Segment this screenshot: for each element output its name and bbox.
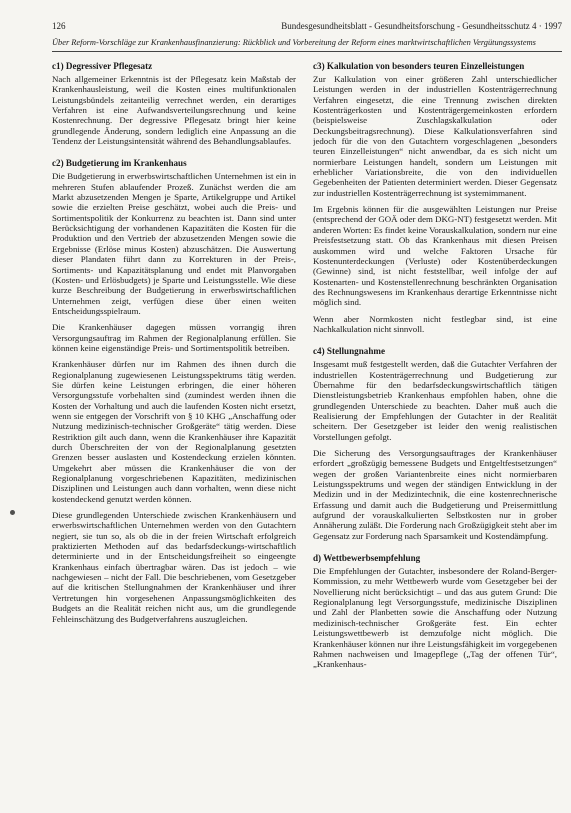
journal-title: Bundesgesundheitsblatt - Gesundheitsforschung - Gesundheitsschutz 4 · 1997	[281, 21, 562, 31]
body-paragraph: Krankenhäuser dürfen nur im Rahmen des ihnen durch die Regionalplanung zugewiesenen Leistungsspektrums tätig werden. Sie dürfen keine Leistungen erbringen, die einer höheren Versorgungsstufe vorbehalten sind (zumindest werden ihnen die Kosten der Vorhaltung und auch die laufenden Kosten nicht ersetzt, wenn sie entgegen der Vorschrift von § 10 KHG „Anschaffung oder Nutzung medizinisch-technischer Großgeräte“ tätig werden. Diese Restriktion gilt auch dann, wenn die Krankenhäuser ihre Kapazität durch Überschreiten der von der Regionalplanung gesetzten Grenzen besser auslasten und Kostendeckung erzielen könnten. Umgekehrt aber müssen die Krankenhäuser die von der Regionalplanung vorgeschriebenen Kapazitäten, medizinischen Disziplinen und Leistungen auch dann vorhalten, wenn diese nicht kostendeckend genutzt werden können.	[52, 359, 296, 504]
body-paragraph: Die Sicherung des Versorgungsauftrages der Krankenhäuser erfordert „großzügig bemessene Budgets und Entgeltfestsetzungen“ wegen der großen Variantenbreite eines nicht normierbaren Leistungsspektrums und wegen der ständigen Entwicklung in der Medizin und in der Medizintechnik, die eine kostenrechnerische Erfassung und damit auch die Budgetierung und Preisermittlung aufgrund der vorauskalkulierten Selbstkosten nur in grober Annäherung zuläßt. Die Forderung nach Großzügigkeit steht aber im Gegensatz zur Forderung nach Sparsamkeit und Kostendämpfung.	[313, 448, 557, 541]
body-paragraph: Insgesamt muß festgestellt werden, daß die Gutachter Verfahren der industriellen Kostenträgerrechnung und Budgetierung zur Übernahme für den bedarfsdeckungswirtschaftlich tätigen Dienstleistungsbetrieb Krankenhaus empfohlen haben, ohne die grundlegenden Unterschiede zu beachten. Daher muß auch die Realisierung der Empfehlungen der Gutachter in der Realität scheitern. Der Gesetzgeber ist leider den wenig realistischen Vorstellungen gefolgt.	[313, 359, 557, 442]
body-paragraph: Wenn aber Normkosten nicht festlegbar sind, ist eine Nachkalkulation nicht sinnvoll.	[313, 313, 557, 334]
article-subtitle: Über Reform-Vorschläge zur Krankenhausfinanzierung: Rückblick und Vorbereitung der Reform eines marktwirtschaftlichen Vergütungssystems	[52, 38, 536, 47]
section-heading: d) Wettbewerbsempfehlung	[313, 553, 421, 564]
header-rule	[52, 51, 562, 52]
section-heading: c1) Degressiver Pflegesatz	[52, 61, 153, 71]
page-number: 126	[52, 21, 66, 31]
body-paragraph: Im Ergebnis können für die ausgewählten Leistungen nur Preise (entsprechend der GOÄ oder dem DKG-NT) festgesetzt werden. Mit anderen Worten: Es findet keine Vorauskalkulation, sondern nur eine Preisfestsetzung statt. Ob das Krankenhaus mit diesen Preisen auskommen wird und welche Faktoren Ursache für Kostenunterdeckungen (Verluste) oder Kostenüberdeckungen (Gewinne) sind, ist nicht feststellbar, weil infolge der auf Kostenarten- und Kostenstellenrechnung beschränkten Organisation des Rechnungswesens im Krankenhaus derartige Erkenntnisse nicht möglich sind.	[313, 204, 557, 308]
body-paragraph: Die Krankenhäuser dagegen müssen vorrangig ihren Versorgungsauftrag im Rahmen der Regionalplanung erfüllen. Sie können keine eigenständige Preis- und Sortimentspolitik betreiben.	[52, 322, 296, 353]
right-column	[313, 61, 557, 809]
section-heading: c2) Budgetierung im Krankenhaus	[52, 158, 187, 169]
body-paragraph: Die Empfehlungen der Gutachter, insbesondere der Roland-Berger-Kommission, zu mehr Wettbewerb wurde vom Gesetzgeber bei der Novellierung nicht berücksichtigt – und das aus gutem Grund: Die Regionalplanung legt Versorgungsstufe, medizinische Disziplinen und Zahl der Planbetten sowie die Anschaffung oder Nutzung medizinisch-technischer Großgeräte fest. Ein echter Leistungswettbewerb ist demzufolge nicht möglich. Die Krankenhäuser können nur ihre Leistungsfähigkeit im vorgegebenen Rahmen nachweisen und Imagepflege („Tag der offenen Tür“, „Krankenhaus-	[313, 566, 557, 670]
body-paragraph: Zur Kalkulation von einer größeren Zahl unterschiedlicher Leistungen werden in der industriellen Kostenträgerrechnung Verfahren eingesetzt, die eine Trennung zwischen direkten Kostenträgerkosten und Kostenträgergemeinkosten erfordern (beispielsweise Zuschlagskalkulation oder Deckungsbeitragsrechnung). Diese Kalkulationsverfahren sind jedoch für die von den Gutachtern vorgeschlagenen „besonders teuren Einzelleistungen“ nicht anwendbar, da es sich nicht um normierbare Leistungen handelt, sondern um Leistungen mit erheblicher Variationsbreite, die von den individuellen Gegebenheiten der Patienten determiniert werden. Dieser Gegensatz zur industriellen Kostenträgerrechnung ist systemimmanent.	[313, 74, 557, 198]
margin-mark	[10, 510, 15, 515]
body-paragraph: Nach allgemeiner Erkenntnis ist der Pflegesatz kein Maßstab der Krankenhausleistung, weil die Kosten eines multifunktionalen Leistungsbündels zeitanteilig verrechnet werden, ein derartiges Verfahren ist eine Aufwandsverteilungsrechnung und keine Kostenrechnung. Der degressive Pflegesatz bringt hier keine grundlegende Änderung, sondern lediglich eine Anpassung an die Tendenz der Leistungsintensität während des Behandlungsablaufes.	[52, 74, 296, 147]
running-header	[52, 20, 562, 32]
body-paragraph: Die Budgetierung in erwerbswirtschaftlichen Unternehmen ist ein in mehreren Stufen ablaufender Prozeß. Zunächst werden die am Markt abzusetzenden Mengen je Sparte, Artikelgruppe und Artikel sowie die erzielten Preise geschätzt, wobei auch die Preis- und Sortimentspolitik der Konkurrenz zu beachten ist. Dann sind unter Berücksichtigung der vorhandenen Kapazitäten die Kosten für die Produktion und den Vertrieb der abzusetzenden Mengen sowie die Ergebnisse (Erlöse minus Kosten) abzuschätzen. Die Auswertung dieser Plandaten führt dann zu Korrekturen in der Preis-, Sortiments- und Kapazitätsplanung und endet mit Planvorgaben (Kosten- und Erlösbudgets) je Sparte und Leistungsstelle. Wie diese kurze Beschreibung der Budgetierung in erwerbswirtschaftlichen Unternehmen zeigt, verfügen diese über einen weiten Entscheidungsspielraum.	[52, 171, 296, 316]
section-heading: c4) Stellungnahme	[313, 346, 385, 357]
body-paragraph: Diese grundlegenden Unterschiede zwischen Krankenhäusern und erwerbswirtschaftlichen Unternehmen werden von den Gutachtern negiert, sie tun so, als ob die in der freien Wirtschaft erfolgreich praktizierten Methoden auf das bedarfsdeckungs-wirtschaftlich determinierte und in der Entscheidungsfreiheit so eingeengte Krankenhaus einfach übertragbar wären. Das ist jedoch – wie nachgewiesen – nicht der Fall. Die beschriebenen, vom Gesetzgeber auf die kritischen Stellungnahmen der Krankenhäuser und ihrer Vertretungen hin vorgesehenen Anpassungsmöglichkeiten des Budgets an die Realität reichen nicht aus, um die grundlegende Fehleinschätzung des Budgetverfahrens auszugleichen.	[52, 510, 296, 624]
section-heading: c3) Kalkulation von besonders teuren Einzelleistungen	[313, 61, 525, 71]
left-column	[52, 61, 296, 809]
